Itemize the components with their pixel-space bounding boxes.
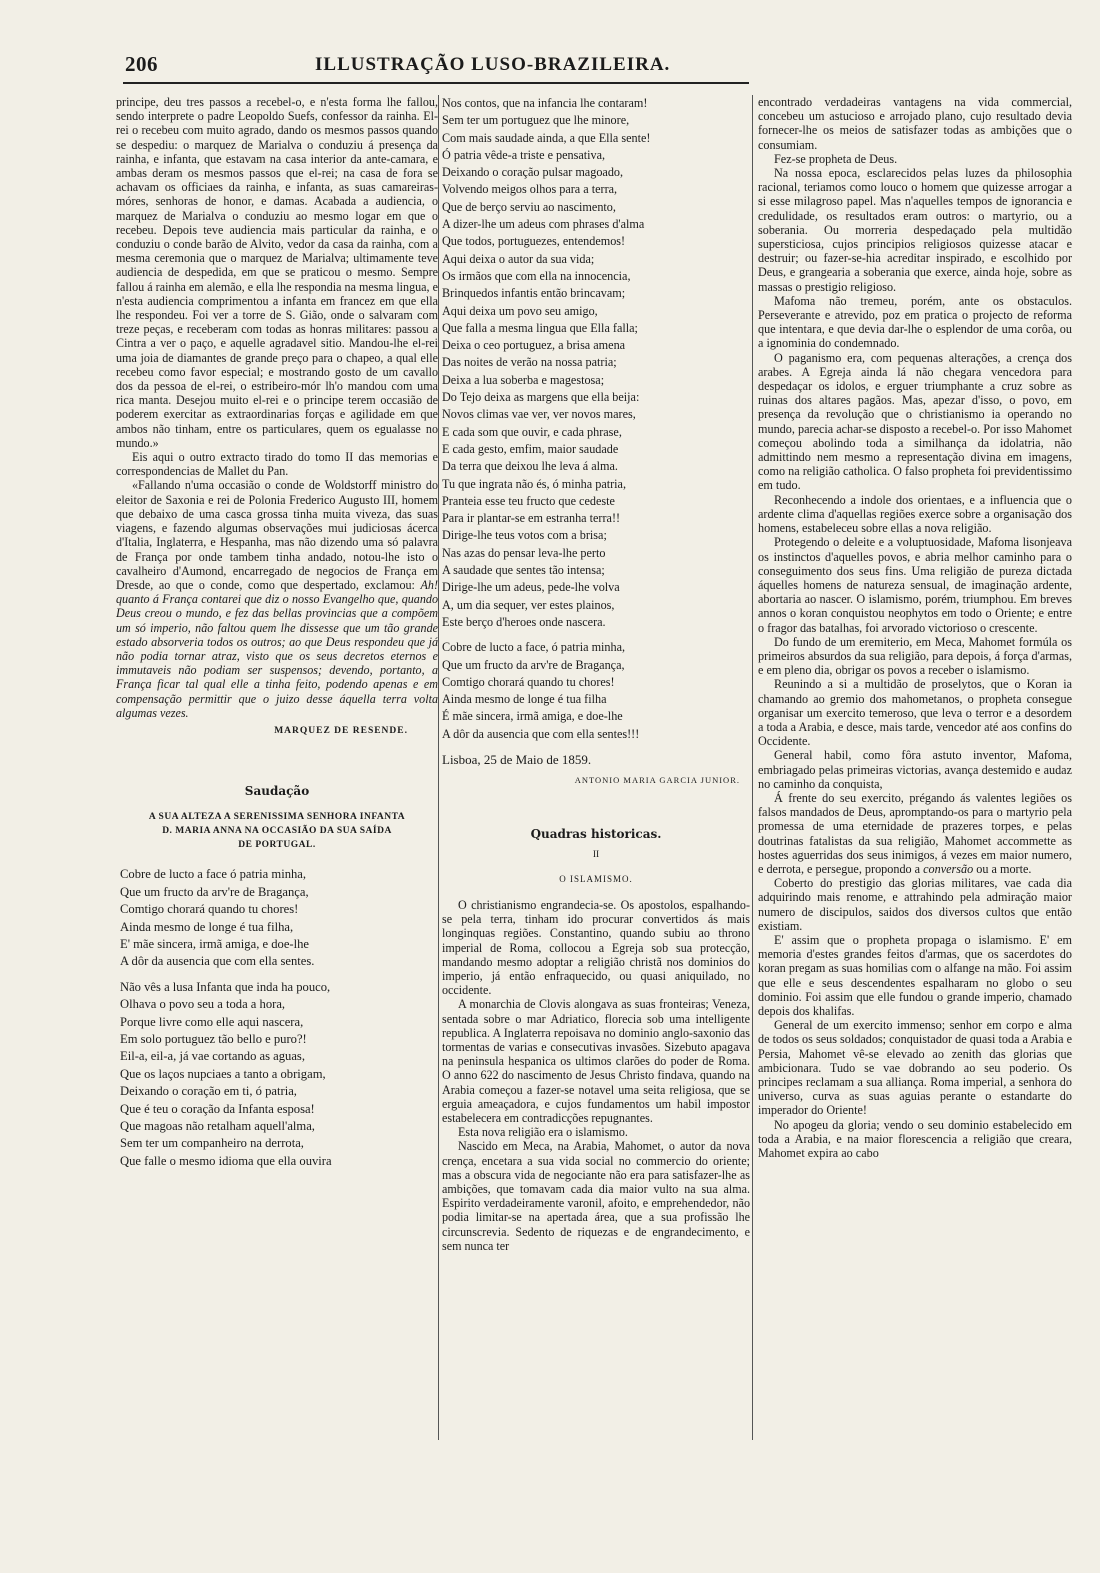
poem-line: É mãe sincera, irmã amiga, e doe-lhe (442, 709, 623, 724)
poem-line: Dirige-lhe um adeus, pede-lhe volva (442, 580, 620, 595)
column-divider (752, 95, 753, 1440)
article-paragraph: General habil, como fôra astuto inventor, Mafoma, embriagado pelas primeiras victorias, avança destemido e audaz no caminho da conquista, (758, 748, 1072, 791)
poem-stanza (442, 639, 750, 743)
poem-line: Aqui deixa um povo seu amigo, (442, 303, 598, 318)
section-title: Saudação (244, 784, 310, 799)
journal-title: ILLUSTRAÇÃO LUSO-BRAZILEIRA. (315, 54, 671, 75)
poem-line: Dirige-lhe teus votos com a brisa; (442, 528, 607, 543)
section-subtitle: O ISLAMISMO. (559, 873, 633, 884)
poem-line: Para ir plantar-se em estranha terra!! (442, 511, 621, 526)
poem-line: Com mais saudade ainda, a que Ella sente! (442, 130, 651, 145)
poem-line: Porque livre como elle aqui nascera, (120, 1014, 304, 1029)
article-paragraph: A monarchia de Clovis alongava as suas fronteiras; Veneza, sentada sobre o mar Adriatico, florecia sob uma intelligente republica. A Inglaterra repoisava no dominio anglo-saxonio das tormentas de varias e consecutivas invasões. Sizebuto apagava na peninsula hespanica os ultimos clarões do poder de Roma. O anno 622 do nascimento de Jesus Christo findava, quando na Arabia começou a fazer-se notavel uma seita religiosa, que se erguia ameaçadora, e cujos fundamentos um habil impostor estabelecera em contradicções repugnantes. (442, 997, 750, 1126)
page-header (125, 52, 749, 78)
dedication-line: DE PORTUGAL. (238, 840, 316, 851)
poem-line: E' mãe sincera, irmã amiga, e doe-lhe (120, 936, 309, 951)
column-3 (758, 95, 1072, 1445)
poem-line: A dizer-lhe um adeus com phrases d'alma (442, 217, 645, 232)
article-paragraph: Na nossa epoca, esclarecidos pelas luzes da philosophia racional, teriamos como louco o homem que quizesse arrogar a si esse milagroso papel. Mas n'aquelles tempos de ignorancia e credulidade, os resultados eram outros: o martyrio, ou a soberania. Ou morreria despedaçado pela multidão supersticiosa, cujos principios religiosos quizesse atacar e destruir; ou fazer-se-hia acreditar inspirado, e escolhido por Deus, e grangearia a soberania que exerce, ainda hoje, sobre as massas o prestigio religioso. (758, 166, 1072, 294)
poem-line: Novos climas vae ver, ver novos mares, (442, 407, 636, 422)
poem-dedication (116, 810, 438, 852)
article-paragraph: General de um exercito immenso; senhor em corpo e alma de todos os seus soldados; conquistador de quasi toda a Arabia e Persia, Mahomet vê-se elevado ao zenith das glorias que ambicionara. Tudo se vae dobrando ao seu poderio. Os principes reclamam a sua alliança. Roma imperial, a senhora do universo, curva as suas aguias perante o estandarte do imperador do Oriente! (758, 1018, 1072, 1118)
poem-line: Nos contos, que na infancia lhe contaram! (442, 96, 648, 110)
poem-line: Que um fructo da arv're de Bragança, (442, 657, 625, 672)
article-paragraph: E' assim que o propheta propaga o islamismo. E' em memoria d'estes grandes feitos d'armas, que os sacerdotes do koran pregam as suas homilias com o alfange na mão. Foi assim que elle e seus descendentes espalharam no globo o seu dominio. Foi assim que elle fundou o grande imperio, chamado depois dos khalifas. (758, 932, 1072, 1018)
poem-line: Comtigo chorará quando tu chores! (442, 674, 615, 689)
column-2 (442, 95, 750, 1445)
poem-line: Ainda mesmo de longe é tua filha (442, 692, 607, 707)
article-paragraph: principe, deu tres passos a recebel-o, e n'esta forma lhe fallou, sendo interprete o padre Leopoldo Suefs, confessor da rainha. El-rei o recebeu com muito agrado, dando os mesmos passos quando se despediu: o marquez de Marialva o conduziu á presença da rainha, e infanta, que estavam na casa interior da ante-camara, e ambas deram os mesmos passos que el-rei; na casa de fora se achavam os officiaes da rainha, e infanta, as suas camareiras-móres, senhoras de honor, e damas. Acabada a audiencia, o marquez de Marialva o conduziu ao mesmo logar em que o recebeu. Depois teve audiencia mais particular da rainha, e o conduziu o conde barão de Alvito, vedor da casa da rainha, com a mesma ceremonia que o marquez de Marialva; ultimamente teve audiencia de despedida, em que se praticou o mesmo. Sempre fallou á rainha em alemão, e ella lhe respondia na mesma lingua, e n'esta audiencia comprimentou a infanta em francez em que ella lhe respondeu. Foi ver a torre de S. Gião, onde o salvaram com treze peças, e receberam com todas as honras militares: passou a Cintra a ver o paço, e aquelle agradavel sitio. Mandou-lhe el-rei uma joia de diamantes de grande preço para o chapeo, a qual elle recebeu como favor especial; e mostrando gosto de um cavallo dos da pessoa de el-rei, o estribeiro-mór lh'o mandou com uma rica manta. Desejou muito el-rei e o principe terem occasião de poderem exercitar as extraordinarias forças e agilidade em que ambos não tinham, entre os particulares, quem os egualasse no mundo.» (116, 95, 438, 450)
quote-italic-text: Ah! quanto á França contarei que diz o nosso Evangelho que, quando Deus creou o mundo, e fez das bellas provincias que a compõem um só imperio, não faltou quem lhe dissesse que um tão grande estado absorveria todos os outros; ao que Deus respondeu que já não podia tornar atraz, visto que os seus decretos eternos e immutaveis não podiam ser suspensos; devendo, portanto, a França ficar tal qual elle a tinha feito, podendo apenas e em compensação permittir que o juizo desse áquella terra volta algumas vezes. (116, 577, 438, 720)
poem-line: Não vês a lusa Infanta que inda ha pouco, (120, 979, 331, 994)
article-paragraph: encontrado verdadeiras vantagens na vida commercial, concebeu um astucioso e arrojado plano, cujo resultado devia fornecer-lhe os meios de satisfazer todas as ambições que o consumiam. (758, 95, 1072, 152)
article-paragraph: Fez-se propheta de Deus. (774, 151, 898, 166)
poem-line: Que magoas não retalham aquell'alma, (120, 1119, 315, 1134)
poem-line: Deixando o coração em ti, ó patria, (120, 1084, 297, 1099)
poem-line: Sem ter um portuguez que lhe minore, (442, 113, 630, 128)
poem-line: Olhava o povo seu a toda a hora, (120, 997, 286, 1012)
poem-line: E cada gesto, emfim, maior saudade (442, 441, 619, 456)
poem-line: Que um fructo da arv're de Bragança, (120, 884, 309, 899)
poem-line: Que todos, portuguezes, entendemos! (442, 234, 626, 249)
poem-line: Que falle o mesmo idioma que ella ouvira (120, 1153, 332, 1168)
poem-stanza (116, 866, 438, 970)
article-paragraph: O christianismo engrandecia-se. Os apostolos, espalhando-se pela terra, tinham ido procurar convertidos ás mais longinquas regiões. Constantino, quando subiu ao throno imperial de Roma, collocou a Egreja sob sua protecção, mandando mesmo adoptar a religião christã nos dominios do imperio, já então enfraquecido, ou quasi aniquilado, no occidente. (442, 898, 750, 998)
poem-line: Que de berço serviu ao nascimento, (442, 199, 616, 214)
poem-line: Brinquedos infantis então brincavam; (442, 286, 626, 301)
poem-stanza (116, 979, 438, 1170)
poem-line: Do Tejo deixa as margens que ella beija: (442, 390, 640, 405)
article-paragraph: Mafoma não tremeu, porém, ante os obstaculos. Perseverante e atrevido, poz em pratica o projecto de reforma que intentara, e que devia dar-lhe o esplendor de uma corôa, ou a ignominia do condemnado. (758, 293, 1072, 351)
article-paragraph: Eis aqui o outro extracto tirado do tomo II das memorias e correspondencias de Mallet du Pan. (116, 450, 438, 479)
poem-line: Que falla a mesma lingua que Ella falla; (442, 320, 638, 335)
poem-line: Da terra que deixou lhe leva á alma. (442, 459, 618, 474)
poem-line: Volvendo meigos olhos para a terra, (442, 182, 618, 197)
poem-line: Deixa o ceo portuguez, a brisa amena (442, 338, 626, 353)
article-paragraph: O paganismo era, com pequenas alterações, a crença dos arabes. A Egreja ainda lá não chegara vencedora para despedaçar os idolos, e erguer triumphante a cruz sobre as ruinas dos altares pagãos. Mas, apezar d'isso, o povo, em presença da revolução que o christianismo ia operando no mundo, parecia achar-se disposto a recebel-o. Por isso Mahomet começou abolindo toda a similhança da idolatria, não admittindo nem mesmo a representação divina em imagens, como na religião catholica. O falso propheta foi previdentissimo em tudo. (758, 350, 1072, 493)
poem-signature: ANTONIO MARIA GARCIA JUNIOR. (574, 775, 740, 786)
section-number: II (592, 849, 600, 860)
poem-line: Cobre de lucto a face ó patria minha, (120, 867, 307, 882)
poem-line: Tu que ingrata não és, ó minha patria, (442, 476, 627, 491)
poem-line: Nas azas do pensar leva-lhe perto (442, 545, 606, 560)
article-signature: MARQUEZ DE RESENDE. (274, 725, 408, 736)
poem-line: A dôr da ausencia que com ella sentes!!! (442, 726, 640, 741)
poem-line: Pranteia esse teu fructo que cedeste (442, 493, 615, 508)
poem-line: Cobre de lucto a face, ó patria minha, (442, 640, 626, 655)
section-title: Quadras historicas. (530, 827, 662, 842)
page-number: 206 (125, 52, 158, 76)
poem-line: Que é teu o coração da Infanta esposa! (120, 1101, 315, 1116)
article-paragraph: Do fundo de um eremiterio, em Meca, Mahomet formúla os primeiros absurdos da sua religião, para depois, á força d'armas, e em pleno dia, obrigar os povos a receber o islamismo. (758, 634, 1072, 678)
poem-date: Lisboa, 25 de Maio de 1859. (442, 751, 592, 767)
poem-line: Comtigo chorará quando tu chores! (120, 902, 299, 917)
poem-line: Em solo portuguez tão bello e puro?! (120, 1032, 307, 1046)
paragraph-text: Á frente do seu exercito, prégando ás valentes legiões os falsos mandados de Deus, apromptando-os para o martyrio pela promessa de uma eternidade de prazeres torpes, e pelas doutrinas fatalistas da sua religião, Mahomet accommette as hostes aguerridas dos seus inimigos, á vezes em maior numero, e derrota, e persegue, propondo a (758, 790, 1072, 876)
poem-line: Eil-a, eil-a, já vae cortando as aguas, (120, 1049, 305, 1064)
poem-stanza (442, 95, 750, 631)
poem-line: Ó patria vêde-a triste e pensativa, (442, 147, 606, 162)
article-paragraph: Esta nova religião era o islamismo. (458, 1125, 628, 1140)
poem-line: Das noites de verão na nossa patria; (442, 355, 617, 370)
quote-text: «Fallando n'uma occasião o conde de Woldstorff ministro do eleitor de Saxonia e rei de Polonia Frederico Augusto III, homem que debaixo de uma casca grossa tinha muita viveza, das suas viagens, e fazendo algumas observações mui judiciosas ácerca d'Italia, Inglaterra, e Hespanha, mas não dizendo uma só palavra de França por onde tambem tinha andado, notou-lhe isto o cavalheiro d'Aumond, encarregado de negocios de França em Dresde, ao que o conde, como que despertado, exclamou: (116, 478, 438, 592)
dedication-line: A SUA ALTEZA A SERENISSIMA SENHORA INFANTA (148, 812, 406, 823)
article-paragraph: Protegendo o deleite e a voluptuosidade, Mafoma lisonjeava os instinctos d'aquelles povos, e abria melhor caminho para o conseguimento dos seus fins. Uma religião de pureza dictada áquelles homens de natureza sensual, de imaginação ardente, abortaria ao nascer. O islamismo, porém, triumphou. Em breves annos o koran conquistou neophytos em todo o Oriente; e entre o fragor das batalhas, foi arvorado victorioso o crescente. (758, 535, 1072, 635)
poem-line: Ainda mesmo de longe é tua filha, (120, 919, 294, 934)
article-paragraph: No apogeu da gloria; vendo o seu dominio estabelecido em toda a Arabia, e na maior florescencia a religião que creara, Mahomet expira ao cabo (758, 1117, 1072, 1161)
poem-line: Aqui deixa o autor da sua vida; (442, 251, 595, 266)
paragraph-italic-text: conversão (923, 861, 974, 876)
poem-line: E cada som que ouvir, e cada phrase, (442, 424, 622, 439)
column-divider (438, 95, 439, 1440)
article-paragraph (758, 791, 1072, 876)
poem-line: A saudade que sentes tão intensa; (442, 563, 605, 578)
article-paragraph: Nascido em Meca, na Arabia, Mahomet, o autor da nova crença, encetara a sua vida social no commercio do oriente; mas a obscura vida de negociante não era para satisfazer-lhe as ambições, que tomavam cada dia maior vulto na sua alma. Espirito verdadeiramente varonil, afoito, e emprehendedor, não podia limitar-se na apertada área, que a sua profissão lhe circunscrevia. Sedento de riquezas e de engrandecimento, e sem nunca ter (442, 1139, 750, 1253)
article-paragraph: Coberto do prestigio das glorias militares, vae cada dia adquirindo mais renome, e attrahindo pela admiração maior numero de discipulos, saidos dos diversos cultos que então existiam. (758, 876, 1072, 933)
poem-line: Deixa a lua soberba e magestosa; (442, 372, 605, 387)
poem-line: A dôr da ausencia que com ella sentes. (120, 954, 315, 969)
article-paragraph (116, 478, 438, 719)
header-rule (123, 82, 749, 84)
article-paragraph: Reunindo a si a multidão de proselytos, que o Koran ia chamando ao gremio dos mahometanos, o propheta consegue organisar um exercito temeroso, que leva o terror e a desordem a toda a Arabia, e desce, mais tarde, vencedor até aos confins do Occidente. (758, 677, 1072, 749)
poem-line: Sem ter um companheiro na derrota, (120, 1136, 304, 1151)
dedication-line: D. MARIA ANNA NA OCCASIÃO DA SUA SAÍDA (162, 826, 392, 837)
poem-line: A, um dia sequer, ver estes plainos, (442, 597, 615, 612)
poem-line: Os irmãos que com ella na innocencia, (442, 268, 631, 283)
paragraph-text: ou a morte. (976, 861, 1032, 876)
poem-line: Deixando o coração pulsar magoado, (442, 165, 624, 180)
article-paragraph: Reconhecendo a indole dos orientaes, e a influencia que o ardente clima d'aquellas regiões exerce sobre a organisação dos homens, estabeleceu sobre ellas a nova religião. (758, 492, 1072, 536)
poem-line: Que os laços nupciaes a tanto a obrigam, (120, 1066, 326, 1081)
column-1 (116, 95, 438, 1445)
poem-line: Este berço d'heroes onde nascera. (442, 614, 606, 629)
